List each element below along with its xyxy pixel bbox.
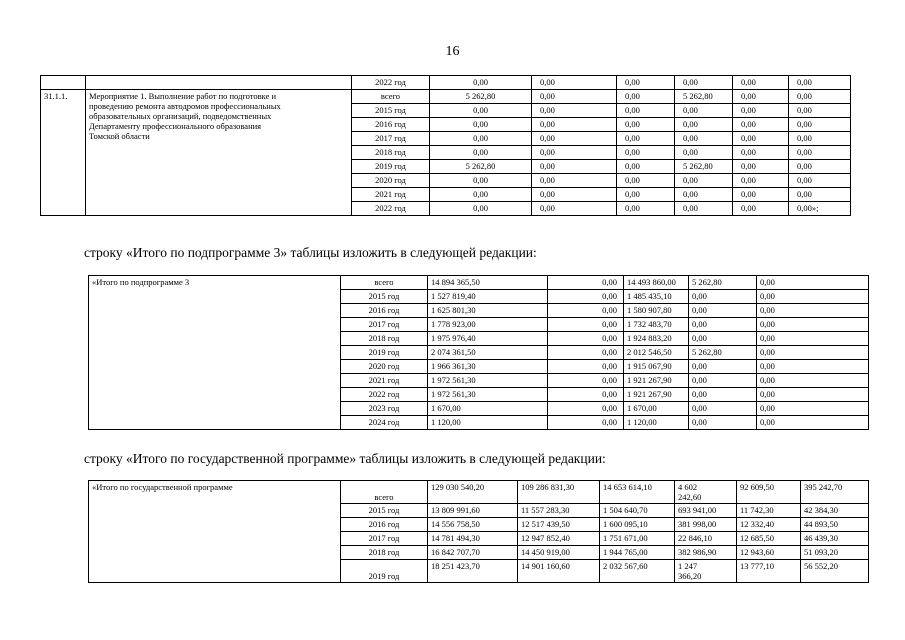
value-cell: 0,00 <box>675 188 733 202</box>
value-cell: 1 972 561,30 <box>428 374 548 388</box>
year-cell: 2019 год <box>352 160 430 174</box>
value-cell: 0,00 <box>675 202 733 216</box>
year-cell: всего <box>341 481 428 504</box>
event-description-line: Томской области <box>89 131 150 141</box>
value-cell: 0,00 <box>430 76 532 90</box>
value-cell: 0,00 <box>548 304 624 318</box>
instruction-paragraph-1: строку «Итого по подпрограмме 3» таблицы изложить в следующей редакции: <box>84 245 537 260</box>
value-cell: 0,00 <box>757 374 869 388</box>
value-cell: 0,00 <box>757 346 869 360</box>
value-cell: 0,00 <box>733 188 789 202</box>
value-cell: 0,00 <box>689 332 757 346</box>
value-cell: 0,00 <box>532 132 617 146</box>
year-cell: 2021 год <box>352 188 430 202</box>
value-cell: 5 262,80 <box>689 346 757 360</box>
value-cell: 0,00 <box>532 174 617 188</box>
value-cell: 1 732 483,70 <box>624 318 689 332</box>
value-cell: 0,00 <box>757 318 869 332</box>
table-row <box>89 276 869 290</box>
value-cell: 92 609,50 <box>737 481 801 504</box>
value-cell: 0,00 <box>757 402 869 416</box>
event-cell <box>86 76 352 90</box>
value-cell: 22 846,10 <box>675 532 737 546</box>
value-cell: 0,00 <box>757 416 869 430</box>
year-cell: 2019 год <box>341 560 428 583</box>
value-cell: 0,00 <box>733 90 789 104</box>
subprogram-total-table <box>88 275 869 430</box>
value-cell: 44 893,50 <box>801 518 869 532</box>
year-cell: 2022 год <box>352 76 430 90</box>
value-cell: 14 556 758,50 <box>428 518 518 532</box>
value-cell: 0,00 <box>789 188 851 202</box>
value-cell: 51 093,20 <box>801 546 869 560</box>
value-cell: 0,00 <box>675 174 733 188</box>
value-cell: 0,00 <box>789 146 851 160</box>
value-cell: 0,00 <box>548 318 624 332</box>
value-cell: 2 012 546,50 <box>624 346 689 360</box>
value-cell: 0,00 <box>757 332 869 346</box>
year-cell: 2017 год <box>352 132 430 146</box>
value-cell: 16 842 707,70 <box>428 546 518 560</box>
table-row <box>41 76 851 90</box>
value-cell: 0,00 <box>548 290 624 304</box>
value-cell: 0,00 <box>617 160 675 174</box>
value-cell: 0,00 <box>617 146 675 160</box>
value-cell: 0,00 <box>430 146 532 160</box>
page-number: 16 <box>445 44 460 59</box>
value-cell: 2 032 567,60 <box>600 560 675 583</box>
value-cell: 0,00 <box>617 76 675 90</box>
event-description-line: образовательных организаций, подведомственных <box>89 111 272 121</box>
value-cell: 0,00 <box>675 146 733 160</box>
value-cell: 0,00 <box>789 90 851 104</box>
value-cell: 18 251 423,70 <box>428 560 518 583</box>
year-cell: 2016 год <box>341 304 428 318</box>
value-cell: 12 332,40 <box>737 518 801 532</box>
value-cell: 0,00 <box>733 76 789 90</box>
value-cell: 1 921 267,90 <box>624 374 689 388</box>
value-cell: 5 262,80 <box>675 90 733 104</box>
value-cell: 0,00 <box>548 276 624 290</box>
year-cell: 2020 год <box>341 360 428 374</box>
value-cell: 0,00 <box>689 360 757 374</box>
year-cell: всего <box>352 90 430 104</box>
value-cell: 0,00 <box>789 174 851 188</box>
value-cell: 0,00 <box>617 188 675 202</box>
value-cell: 0,00 <box>532 76 617 90</box>
value-cell: 0,00 <box>689 374 757 388</box>
value-cell: 0,00 <box>548 402 624 416</box>
year-cell: 2022 год <box>341 388 428 402</box>
value-cell: 5 262,80 <box>430 90 532 104</box>
value-cell: 1 975 976,40 <box>428 332 548 346</box>
value-cell: 0,00 <box>430 132 532 146</box>
value-cell: 0,00 <box>733 118 789 132</box>
value-cell: 1 527 819,40 <box>428 290 548 304</box>
value-cell: 0,00 <box>617 118 675 132</box>
value-cell: 14 450 919,00 <box>518 546 600 560</box>
value-cell: 382 986,90 <box>675 546 737 560</box>
value-cell: 0,00 <box>430 202 532 216</box>
value-cell: 2 074 361,50 <box>428 346 548 360</box>
value-cell: 56 552,20 <box>801 560 869 583</box>
value-cell: 395 242,70 <box>801 481 869 504</box>
code-cell: 31.1.1. <box>41 90 86 216</box>
state-program-total-table <box>88 480 869 583</box>
year-cell: 2024 год <box>341 416 428 430</box>
value-cell: 109 286 831,30 <box>518 481 600 504</box>
value-cell: 0,00 <box>689 290 757 304</box>
value-cell: 1 120,00 <box>624 416 689 430</box>
value-cell: 14 901 160,60 <box>518 560 600 583</box>
year-cell: 2019 год <box>341 346 428 360</box>
value-cell: 1 247 366,20 <box>675 560 737 583</box>
value-cell: 0,00 <box>617 132 675 146</box>
event-table <box>40 75 851 216</box>
value-cell: 0,00 <box>548 332 624 346</box>
year-cell: 2020 год <box>352 174 430 188</box>
value-cell: 0,00 <box>532 118 617 132</box>
value-cell: 0,00 <box>733 146 789 160</box>
value-cell: 0,00 <box>789 76 851 90</box>
value-cell: 0,00 <box>430 104 532 118</box>
year-cell: всего <box>341 276 428 290</box>
value-cell: 0,00 <box>689 318 757 332</box>
value-cell: 693 941,00 <box>675 504 737 518</box>
value-cell: 0,00 <box>789 118 851 132</box>
year-cell: 2018 год <box>352 146 430 160</box>
value-cell: 0,00 <box>757 290 869 304</box>
year-cell: 2018 год <box>341 546 428 560</box>
value-cell: 0,00 <box>757 388 869 402</box>
value-cell: 0,00 <box>733 132 789 146</box>
value-cell: 1 670,00 <box>624 402 689 416</box>
value-cell: 1 944 765,00 <box>600 546 675 560</box>
value-cell: 0,00 <box>617 202 675 216</box>
value-cell: 0,00 <box>548 346 624 360</box>
value-cell: 11 557 283,30 <box>518 504 600 518</box>
code-cell <box>41 76 86 90</box>
event-description-line: Мероприятие 1. Выполнение работ по подготовке и <box>89 91 277 101</box>
value-cell: 0,00 <box>532 90 617 104</box>
year-cell: 2023 год <box>341 402 428 416</box>
year-cell: 2015 год <box>352 104 430 118</box>
value-cell: 1 924 883,20 <box>624 332 689 346</box>
value-cell: 1 120,00 <box>428 416 548 430</box>
value-cell: 0,00 <box>689 402 757 416</box>
value-cell: 1 915 067,90 <box>624 360 689 374</box>
value-cell: 0,00 <box>675 118 733 132</box>
instruction-paragraph-2: строку «Итого по государственной программе» таблицы изложить в следующей редакции: <box>84 451 606 466</box>
year-cell: 2015 год <box>341 504 428 518</box>
value-cell: 0,00 <box>757 304 869 318</box>
value-cell: 5 262,80 <box>430 160 532 174</box>
value-cell: 13 809 991,60 <box>428 504 518 518</box>
table-row <box>89 481 869 504</box>
value-cell: 129 030 540,20 <box>428 481 518 504</box>
year-cell: 2022 год <box>352 202 430 216</box>
value-cell: 0,00 <box>532 202 617 216</box>
value-cell: 0,00 <box>430 174 532 188</box>
value-cell: 1 966 361,30 <box>428 360 548 374</box>
value-cell: 1 504 640,70 <box>600 504 675 518</box>
value-cell: 0,00 <box>617 90 675 104</box>
event-description-line: проведению ремонта автодромов профессиональных <box>89 101 281 111</box>
value-cell: 0,00 <box>548 416 624 430</box>
value-cell: 0,00 <box>617 104 675 118</box>
value-cell: 0,00 <box>689 416 757 430</box>
year-cell: 2015 год <box>341 290 428 304</box>
value-cell: 0,00 <box>532 104 617 118</box>
value-cell: 1 485 435,10 <box>624 290 689 304</box>
value-cell: 11 742,30 <box>737 504 801 518</box>
value-cell: 1 580 907,80 <box>624 304 689 318</box>
table-row <box>41 90 851 104</box>
value-cell: 12 685,50 <box>737 532 801 546</box>
value-cell: 1 778 923,00 <box>428 318 548 332</box>
year-cell: 2016 год <box>352 118 430 132</box>
value-cell: 5 262,80 <box>689 276 757 290</box>
value-cell: 0,00 <box>532 146 617 160</box>
row-label: «Итого по государственной программе <box>89 481 341 583</box>
value-cell: 0,00 <box>733 104 789 118</box>
value-cell: 14 894 365,50 <box>428 276 548 290</box>
value-cell: 1 921 267,90 <box>624 388 689 402</box>
value-cell: 0,00 <box>548 388 624 402</box>
value-cell: 0,00 <box>733 174 789 188</box>
event-description <box>86 90 352 216</box>
value-cell: 0,00 <box>757 360 869 374</box>
value-cell: 0,00 <box>548 374 624 388</box>
value-cell: 381 998,00 <box>675 518 737 532</box>
event-description-line: Департаменту профессионального образования <box>89 121 262 131</box>
value-cell: 0,00 <box>532 160 617 174</box>
value-cell: 14 493 860,00 <box>624 276 689 290</box>
value-cell: 0,00 <box>675 76 733 90</box>
value-cell: 0,00 <box>675 104 733 118</box>
year-cell: 2021 год <box>341 374 428 388</box>
value-cell: 4 602 242,60 <box>675 481 737 504</box>
value-cell: 0,00 <box>617 174 675 188</box>
value-cell: 0,00 <box>757 276 869 290</box>
value-cell: 46 439,30 <box>801 532 869 546</box>
value-cell: 5 262,80 <box>675 160 733 174</box>
value-cell: 42 384,30 <box>801 504 869 518</box>
value-cell: 12 943,60 <box>737 546 801 560</box>
value-cell: 0,00 <box>689 388 757 402</box>
value-cell: 0,00 <box>430 118 532 132</box>
value-cell: 14 653 614,10 <box>600 481 675 504</box>
value-cell: 1 670,00 <box>428 402 548 416</box>
value-cell: 0,00 <box>789 160 851 174</box>
year-cell: 2016 год <box>341 518 428 532</box>
value-cell: 0,00 <box>548 360 624 374</box>
value-cell: 14 781 494,30 <box>428 532 518 546</box>
value-cell: 1 625 801,30 <box>428 304 548 318</box>
value-cell: 0,00 <box>675 132 733 146</box>
value-cell: 0,00»; <box>789 202 851 216</box>
value-cell: 12 947 852,40 <box>518 532 600 546</box>
value-cell: 0,00 <box>689 304 757 318</box>
value-cell: 0,00 <box>532 188 617 202</box>
value-cell: 0,00 <box>733 202 789 216</box>
value-cell: 13 777,10 <box>737 560 801 583</box>
value-cell: 12 517 439,50 <box>518 518 600 532</box>
row-label: «Итого по подпрограмме 3 <box>89 276 341 430</box>
value-cell: 1 751 671,00 <box>600 532 675 546</box>
value-cell: 1 600 095,10 <box>600 518 675 532</box>
value-cell: 0,00 <box>789 132 851 146</box>
year-cell: 2017 год <box>341 532 428 546</box>
year-cell: 2017 год <box>341 318 428 332</box>
value-cell: 0,00 <box>430 188 532 202</box>
year-cell: 2018 год <box>341 332 428 346</box>
value-cell: 1 972 561,30 <box>428 388 548 402</box>
value-cell: 0,00 <box>733 160 789 174</box>
value-cell: 0,00 <box>789 104 851 118</box>
